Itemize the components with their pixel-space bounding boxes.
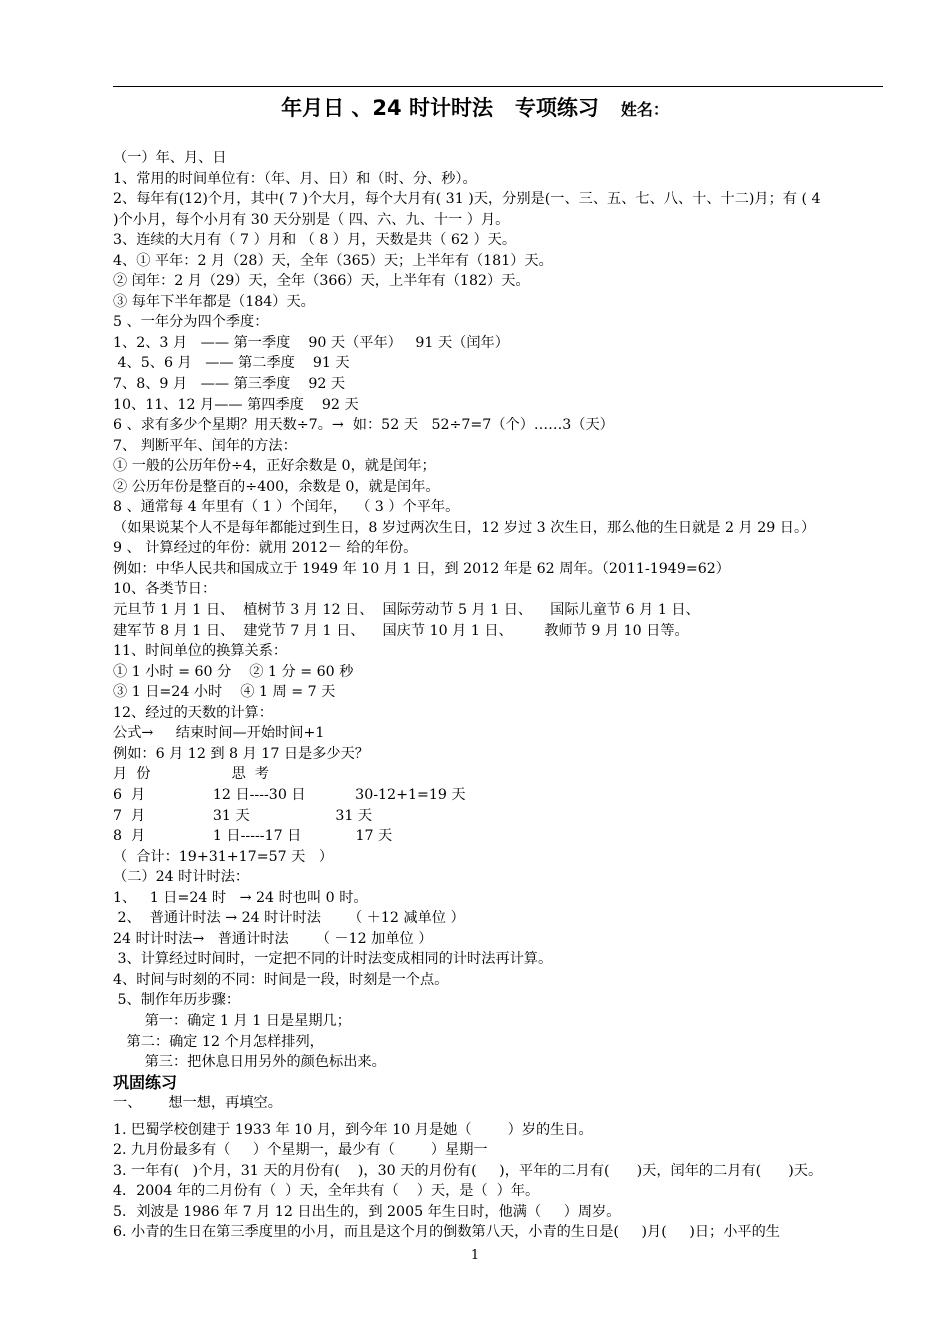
content-line: )个小月，每个小月有 30 天分别是（ 四、六、九、十一 ）月。 xyxy=(113,211,510,228)
content-line: ② 公历年份是整百的÷400，余数是 0，就是闰年。 xyxy=(113,478,440,495)
practice-question: 5．刘波是 1986 年 7 月 12 日出生的，到 2005 年生日时，他满（ ）周岁。 xyxy=(113,1203,621,1220)
content-line: 1、2、3 月 —— 第一季度 90 天（平年） 91 天（闰年） xyxy=(113,334,509,351)
content-line: 建军节 8 月 1 日、 建党节 7 月 1 日、 国庆节 10 月 1 日、 教师节 9 月 10 日等。 xyxy=(113,622,689,639)
content-line: 8 月 1 日-----17 日 17 天 xyxy=(113,828,393,845)
practice-heading: 巩固练习 xyxy=(113,1072,178,1092)
content-line: 11、时间单位的换算关系： xyxy=(113,643,288,660)
content-line: 5 、一年分为四个季度： xyxy=(113,314,269,331)
content-line: 8 、通常每 4 年里有（ 1 ）个闰年， （ 3 ）个平年。 xyxy=(113,499,460,516)
content-line: 4、5、6 月 —— 第二季度 91 天 xyxy=(113,355,350,372)
content-line: 10、各类节日： xyxy=(113,581,217,598)
content-line: 3、连续的大月有（ 7 ）月和 （ 8 ）月，天数是共（ 62 ）天。 xyxy=(113,232,517,249)
page-number: 1 xyxy=(470,1248,480,1263)
content-line: （如果说某个人不是每年都能过到生日，8 岁过两次生日，12 岁过 3 次生日，那么他的生日就是 2 月 29 日。） xyxy=(113,519,816,536)
content-line: 1、 1 日=24 时 → 24 时也叫 0 时。 xyxy=(113,889,368,906)
content-line: 例如：6 月 12 到 8 月 17 日是多少天？ xyxy=(113,745,369,762)
content-line: 12、经过的天数的计算： xyxy=(113,704,273,721)
content-line: （一）年、月、日 xyxy=(113,150,227,166)
page-title xyxy=(0,92,950,122)
content-line: ③ 1 日=24 小时 ④ 1 周 = 7 天 xyxy=(113,684,336,701)
content-line: 4、① 平年：2 月（28）天，全年（365）天；上半年有（181）天。 xyxy=(113,252,553,269)
content-line: 第三：把休息日用另外的颜色标出来。 xyxy=(113,1054,386,1071)
content-line: 例如：中华人民共和国成立于 1949 年 10 月 1 日，到 2012 年是 62 周年。（2011-1949=62） xyxy=(113,560,730,577)
content-line: 3、计算经过时间时，一定把不同的计时法变成相同的计时法再计算。 xyxy=(113,951,553,968)
content-line: 第一：确定 1 月 1 日是星期几； xyxy=(113,1012,351,1029)
content-line: ② 闰年：2 月（29）天，全年（366）天，上半年有（182）天。 xyxy=(113,273,530,290)
title-text: 年月日 、24 时计时法 专项练习 xyxy=(281,96,599,120)
content-line: 元旦节 1 月 1 日、 植树节 3 月 12 日、 国际劳动节 5 月 1 日、 国际儿童节 6 月 1 日、 xyxy=(113,602,700,619)
content-line: 6 、求有多少个星期？用天数÷7。→ 如：52 天 52÷7=7（个）……3（天） xyxy=(113,417,614,434)
practice-question: 3. 一年有( )个月，31 天的月份有( )，30 天的月份有( )，平年的二月有( )天，闰年的二月有( )天。 xyxy=(113,1162,823,1179)
content-line: 7、8、9 月 —— 第三季度 92 天 xyxy=(113,376,346,393)
content-line: 4、时间与时刻的不同：时间是一段，时刻是一个点。 xyxy=(113,971,449,988)
content-line: ① 一般的公历年份÷4，正好余数是 0，就是闰年； xyxy=(113,458,436,475)
content-line: 24 时计时法→ 普通计时法 （ －12 加单位 ） xyxy=(113,930,433,947)
content-line: ① 1 小时 = 60 分 ② 1 分 = 60 秒 xyxy=(113,663,354,680)
content-line: 第二：确定 12 个月怎样排列， xyxy=(113,1033,324,1050)
content-line: （二）24 时计时法： xyxy=(113,869,250,886)
content-line: 月 份 思 考 xyxy=(113,766,269,783)
content-line: 1、常用的时间单位有：（年、月、日）和（时、分、秒）。 xyxy=(113,170,477,187)
content-line: 2、每年有(12)个月，其中( 7 )个大月，每个大月有( 31 )天，分别是(一、三、五、七、八、十、十二)月；有 ( 4 xyxy=(113,191,821,208)
content-line: 7、 判断平年、闰年的方法： xyxy=(113,437,297,454)
content-line: 公式→ 结束时间—开始时间+1 xyxy=(113,725,325,742)
content-line: 5、制作年历步骤： xyxy=(113,992,241,1009)
content-line: 9 、 计算经过的年份：就用 2012－ 给的年份。 xyxy=(113,540,418,557)
header-rule xyxy=(113,86,883,87)
content-line: 6 月 12 日----30 日 30-12+1=19 天 xyxy=(113,786,466,803)
name-label: 姓名： xyxy=(620,100,669,119)
practice-question: 4．2004 年的二月份有（ ）天，全年共有（ ）天，是（ ）年。 xyxy=(113,1183,540,1200)
content-line: ③ 每年下半年都是（184）天。 xyxy=(113,293,315,310)
practice-question: 2. 九月份最多有（ ）个星期一，最少有（ ）星期一 xyxy=(113,1142,488,1159)
document-body xyxy=(113,148,893,1243)
content-line: 2、 普通计时法 → 24 时计时法 （ ＋12 减单位 ） xyxy=(113,910,465,927)
practice-intro: 一、 想一想，再填空。 xyxy=(113,1095,282,1112)
practice-question: 6. 小青的生日在第三季度里的小月，而且是这个月的倒数第八天，小青的生日是( )月( )日；小平的生 xyxy=(113,1224,780,1241)
content-line: 7 月 31 天 31 天 xyxy=(113,807,373,824)
content-line: （ 合计：19+31+17=57 天 ） xyxy=(113,848,334,865)
content-line: 10、11、12 月—— 第四季度 92 天 xyxy=(113,396,359,413)
practice-question: 1. 巴蜀学校创建于 1933 年 10 月，到今年 10 月是她（ ）岁的生日。 xyxy=(113,1121,593,1138)
